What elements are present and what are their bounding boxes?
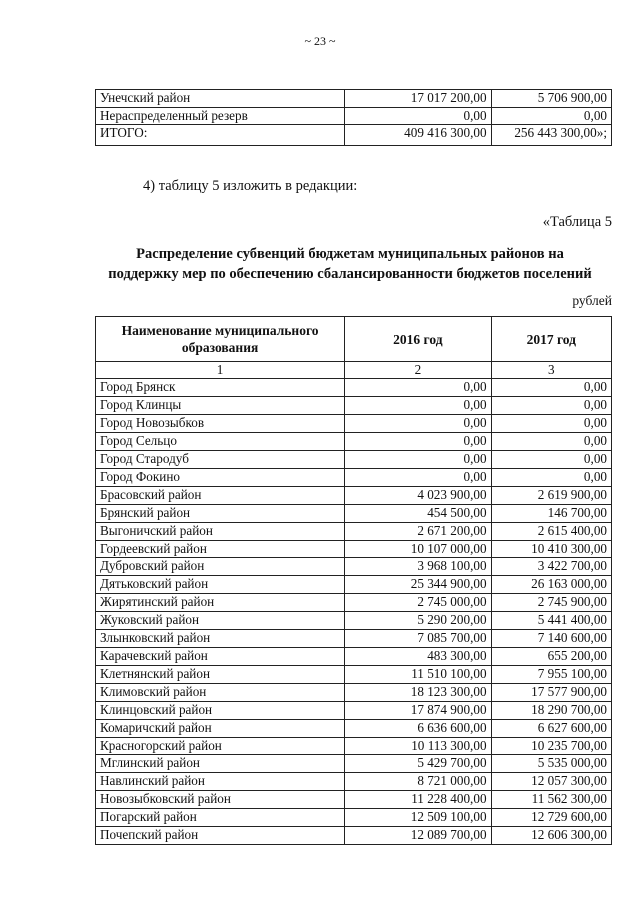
- table-row: [96, 415, 612, 433]
- cell-2016: 4 023 900,00: [345, 486, 491, 504]
- cell-name: Брасовский район: [96, 486, 345, 504]
- header-row: [96, 317, 612, 362]
- cell-2017: 2 615 400,00: [491, 522, 611, 540]
- cell-2017: 17 577 900,00: [491, 683, 611, 701]
- continued-table-body: [96, 90, 612, 146]
- cell-name: Климовский район: [96, 683, 345, 701]
- table-row: [96, 107, 612, 125]
- page-number: ~ 23 ~: [304, 34, 336, 48]
- cell-2017: 655 200,00: [491, 648, 611, 666]
- cell-name: Карачевский район: [96, 648, 345, 666]
- table-row: [96, 809, 612, 827]
- cell-2017: 0,00: [491, 451, 611, 469]
- cell-2016: 483 300,00: [345, 648, 491, 666]
- cell-2017: 12 057 300,00: [491, 773, 611, 791]
- cell-2017: 5 535 000,00: [491, 755, 611, 773]
- table-row: [96, 755, 612, 773]
- table-row: [96, 791, 612, 809]
- cell-2016: 17 017 200,00: [345, 90, 491, 108]
- cell-2017: 3 422 700,00: [491, 558, 611, 576]
- cell-2017: 146 700,00: [491, 504, 611, 522]
- cell-2016: 0,00: [345, 468, 491, 486]
- units-label: рублей: [572, 293, 612, 308]
- table-row: [96, 90, 612, 108]
- cell-name: Жуковский район: [96, 612, 345, 630]
- cell-name: Город Брянск: [96, 379, 345, 397]
- cell-name: Нераспределенный резерв: [96, 107, 345, 125]
- table-row: [96, 719, 612, 737]
- cell-2016: 0,00: [345, 107, 491, 125]
- cell-name: Клинцовский район: [96, 701, 345, 719]
- cell-name: Жирятинский район: [96, 594, 345, 612]
- cell-2016: 5 429 700,00: [345, 755, 491, 773]
- cell-2017: 6 627 600,00: [491, 719, 611, 737]
- cell-2016: 25 344 900,00: [345, 576, 491, 594]
- cell-2016: 0,00: [345, 451, 491, 469]
- cell-name: Почепский район: [96, 827, 345, 845]
- table-row: [96, 612, 612, 630]
- cell-2016: 2 671 200,00: [345, 522, 491, 540]
- cell-2016: 18 123 300,00: [345, 683, 491, 701]
- cell-name: Город Новозыбков: [96, 415, 345, 433]
- cell-2016: 12 089 700,00: [345, 827, 491, 845]
- table-row: [96, 397, 612, 415]
- cell-name: Навлинский район: [96, 773, 345, 791]
- cell-name: Гордеевский район: [96, 540, 345, 558]
- table-row: [96, 630, 612, 648]
- cell-name: Новозыбковский район: [96, 791, 345, 809]
- table-row: [96, 504, 612, 522]
- subsidies-table: [95, 316, 612, 845]
- cell-name: Город Фокино: [96, 468, 345, 486]
- cell-2016: 7 085 700,00: [345, 630, 491, 648]
- cell-2016: 409 416 300,00: [345, 125, 491, 146]
- cell-2017: 0,00: [491, 415, 611, 433]
- cell-2016: 0,00: [345, 415, 491, 433]
- cell-2016: 0,00: [345, 379, 491, 397]
- cell-name: Погарский район: [96, 809, 345, 827]
- cell-2016: 11 510 100,00: [345, 665, 491, 683]
- table-row: [96, 522, 612, 540]
- cell-2016: 8 721 000,00: [345, 773, 491, 791]
- cell-2017: 0,00: [491, 107, 611, 125]
- header-2017: 2017 год: [491, 317, 611, 362]
- cell-2017: 0,00: [491, 433, 611, 451]
- cell-2016: 11 228 400,00: [345, 791, 491, 809]
- table-row: [96, 451, 612, 469]
- cell-2017: 5 706 900,00: [491, 90, 611, 108]
- table-row: [96, 468, 612, 486]
- header-2016: 2016 год: [345, 317, 491, 362]
- column-index: 2: [345, 362, 491, 379]
- cell-2017: 7 140 600,00: [491, 630, 611, 648]
- table-row: [96, 125, 612, 146]
- cell-name: Унечский район: [96, 90, 345, 108]
- cell-2017: 256 443 300,00»;: [491, 125, 611, 146]
- cell-2017: 11 562 300,00: [491, 791, 611, 809]
- cell-2016: 10 107 000,00: [345, 540, 491, 558]
- cell-2016: 0,00: [345, 397, 491, 415]
- cell-name: Клетнянский район: [96, 665, 345, 683]
- continued-table: [95, 89, 612, 146]
- table-row: [96, 433, 612, 451]
- cell-2016: 17 874 900,00: [345, 701, 491, 719]
- column-index-row: [96, 362, 612, 379]
- cell-name: Город Сельцо: [96, 433, 345, 451]
- table-row: [96, 701, 612, 719]
- cell-2017: 18 290 700,00: [491, 701, 611, 719]
- column-index: 3: [491, 362, 611, 379]
- cell-2017: 10 410 300,00: [491, 540, 611, 558]
- table-row: [96, 594, 612, 612]
- table-row: [96, 486, 612, 504]
- cell-name: Выгоничский район: [96, 522, 345, 540]
- cell-name: Красногорский район: [96, 737, 345, 755]
- table-row: [96, 665, 612, 683]
- cell-name: Дубровский район: [96, 558, 345, 576]
- cell-2017: 2 619 900,00: [491, 486, 611, 504]
- cell-2017: 12 729 600,00: [491, 809, 611, 827]
- cell-2016: 10 113 300,00: [345, 737, 491, 755]
- table-row: [96, 558, 612, 576]
- cell-2017: 5 441 400,00: [491, 612, 611, 630]
- table-row: [96, 683, 612, 701]
- table-row: [96, 576, 612, 594]
- subsidies-table-body: [96, 362, 612, 845]
- cell-2017: 2 745 900,00: [491, 594, 611, 612]
- column-index: 1: [96, 362, 345, 379]
- cell-name: Брянский район: [96, 504, 345, 522]
- cell-2016: 3 968 100,00: [345, 558, 491, 576]
- cell-2017: 0,00: [491, 379, 611, 397]
- heading-line-1: Распределение субвенций бюджетам муниципальных районов на: [136, 246, 564, 262]
- cell-name: Город Клинцы: [96, 397, 345, 415]
- cell-name: Дятьковский район: [96, 576, 345, 594]
- cell-2016: 5 290 200,00: [345, 612, 491, 630]
- cell-2016: 454 500,00: [345, 504, 491, 522]
- table-heading: [60, 244, 640, 284]
- cell-name: Мглинский район: [96, 755, 345, 773]
- cell-2017: 26 163 000,00: [491, 576, 611, 594]
- table-row: [96, 540, 612, 558]
- cell-name: ИТОГО:: [96, 125, 345, 146]
- cell-2016: 12 509 100,00: [345, 809, 491, 827]
- cell-2016: 6 636 600,00: [345, 719, 491, 737]
- table-label: «Таблица 5: [542, 214, 612, 230]
- header-name: Наименование муниципального образования: [96, 317, 345, 362]
- amendment-instruction: 4) таблицу 5 изложить в редакции:: [143, 178, 358, 194]
- cell-2016: 2 745 000,00: [345, 594, 491, 612]
- heading-line-2: поддержку мер по обеспечению сбалансированности бюджетов поселений: [108, 266, 592, 282]
- cell-2016: 0,00: [345, 433, 491, 451]
- cell-2017: 7 955 100,00: [491, 665, 611, 683]
- cell-name: Город Стародуб: [96, 451, 345, 469]
- table-row: [96, 773, 612, 791]
- cell-2017: 10 235 700,00: [491, 737, 611, 755]
- cell-name: Комаричский район: [96, 719, 345, 737]
- cell-name: Злынковский район: [96, 630, 345, 648]
- cell-2017: 0,00: [491, 397, 611, 415]
- table-row: [96, 648, 612, 666]
- cell-2017: 12 606 300,00: [491, 827, 611, 845]
- table-row: [96, 827, 612, 845]
- cell-2017: 0,00: [491, 468, 611, 486]
- table-row: [96, 737, 612, 755]
- table-row: [96, 379, 612, 397]
